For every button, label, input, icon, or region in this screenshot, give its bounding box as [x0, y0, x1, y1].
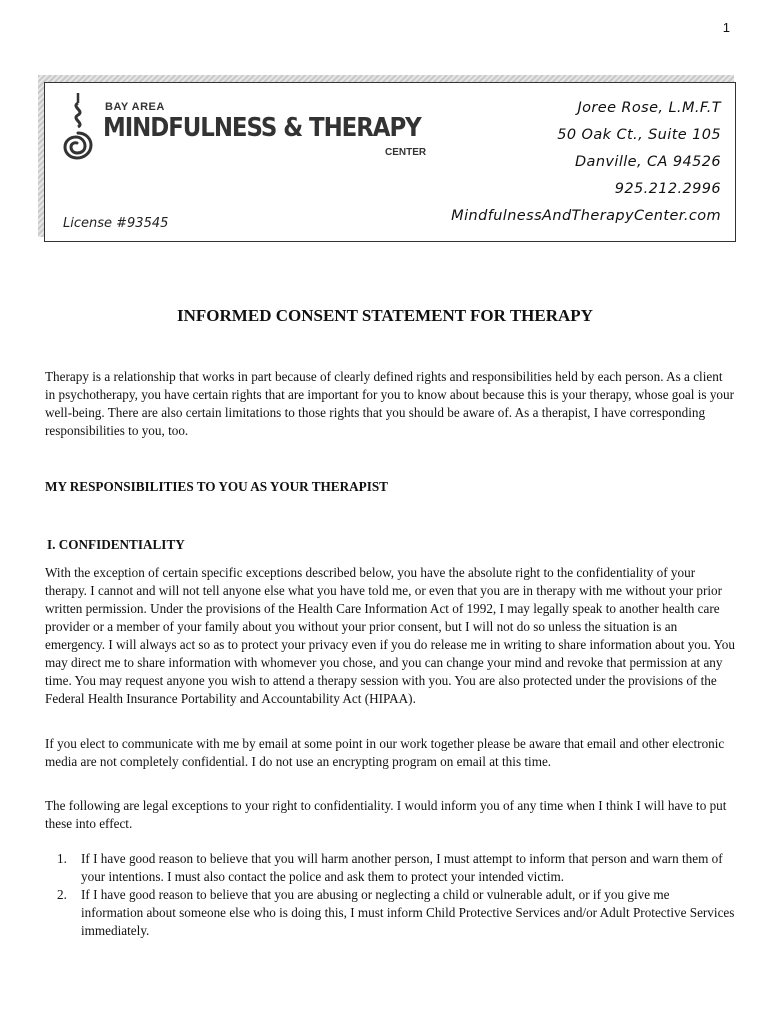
spiral-logo-icon	[61, 91, 95, 161]
contact-phone: 925.212.2996	[614, 181, 721, 197]
exceptions-intro-paragraph: The following are legal exceptions to your right to confidentiality. I would inform you of any time when I think I will have to put these into effect.	[45, 798, 727, 831]
letterhead	[44, 82, 736, 242]
list-item	[45, 850, 735, 886]
logo-main-text: MINDFULNESS & THERAPY	[103, 113, 421, 143]
intro-paragraph: Therapy is a relationship that works in part because of clearly defined rights and responsibilities held by each person. As a client in psychotherapy, you have certain rights that are important for you to know about because this is your therapy, whose goal is your well-being. There are also certain limitations to those rights that you should be aware of. As a therapist, I have corresponding responsibilities to you, too.	[45, 369, 734, 438]
exceptions-list	[45, 850, 735, 940]
logo-small-text: BAY AREA	[105, 101, 165, 113]
email-paragraph: If you elect to communicate with me by email at some point in our work together please be aware that email and other electronic media are not completely confidential. I do not use an encrypting program on email at this time.	[45, 736, 725, 769]
document-title: INFORMED CONSENT STATEMENT FOR THERAPY	[177, 306, 593, 325]
list-item-number: 1.	[57, 851, 67, 866]
contact-city: Danville, CA 94526	[574, 154, 721, 170]
section-heading: MY RESPONSIBILITIES TO YOU AS YOUR THERAPIST	[45, 479, 388, 494]
subsection-heading: I. CONFIDENTIALITY	[47, 537, 185, 552]
page-number: 1	[722, 20, 730, 35]
contact-block	[451, 95, 721, 230]
contact-name: Joree Rose, L.M.F.T	[577, 100, 721, 116]
contact-street: 50 Oak Ct., Suite 105	[557, 127, 721, 143]
logo-sub-text: CENTER	[385, 147, 427, 158]
confidentiality-paragraph: With the exception of certain specific exceptions described below, you have the absolute right to the confidentiality of your therapy. I cannot and will not tell anyone else what you have told me, or even that you are in therapy with me without your prior written permission. Under the provisions of the Health Care Information Act of 1992, I may legally speak to another health care provider or a member of your family about you without your prior consent, but I will not do so unless the situation is an emergency. I will always act so as to protect your privacy even if you do release me in writing to share information about you. You may direct me to share information with whomever you chose, and you can change your mind and revoke that permission at any time. You may request anyone you wish to attend a therapy session with you. You are also protected under the provisions of the Federal Health Insurance Portability and Accountability Act (HIPAA).	[45, 565, 735, 706]
contact-website: MindfulnessAndTherapyCenter.com	[451, 208, 721, 224]
license-number: License #93545	[63, 216, 169, 231]
list-item-text: If I have good reason to believe that you will harm another person, I must attempt to inform that person and warn them of your intentions. I must also contact the police and ask them to protect your intended victim.	[81, 851, 723, 884]
list-item	[45, 886, 735, 940]
list-item-number: 2.	[57, 887, 67, 902]
list-item-text: If I have good reason to believe that you are abusing or neglecting a child or vulnerable adult, or if you give me information about someone else who is doing this, I must inform Child Protective Services and/or Adult Protective Services immediately.	[81, 887, 735, 938]
